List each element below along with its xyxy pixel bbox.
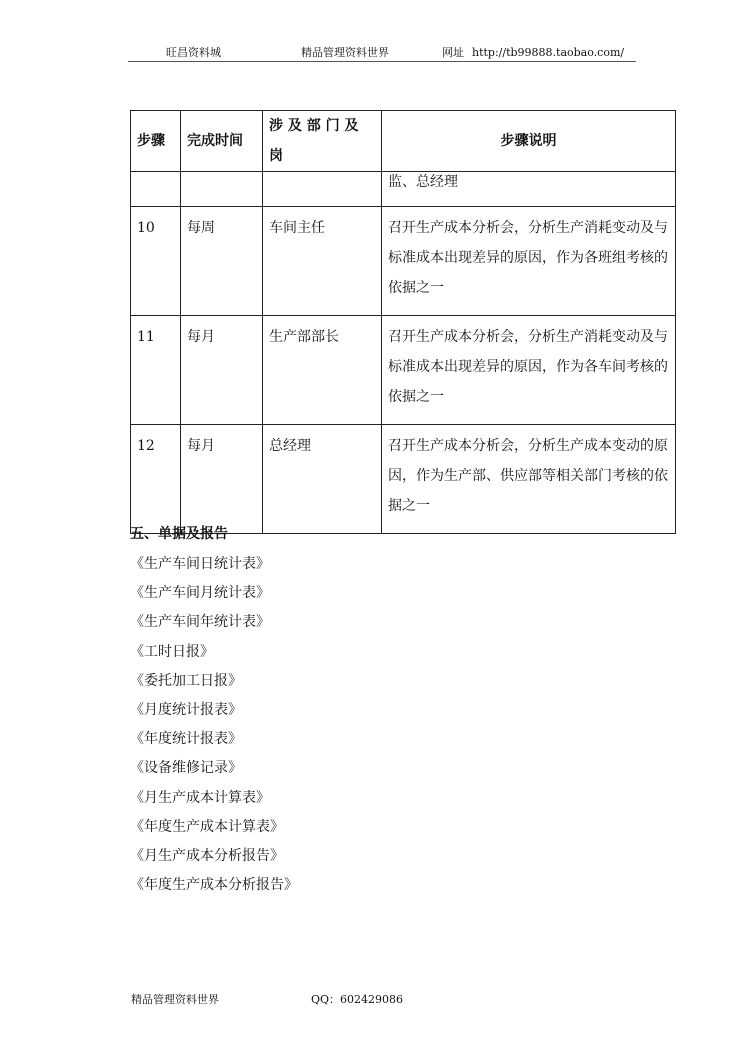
header-divider xyxy=(128,61,636,62)
col-header-desc: 步骤说明 xyxy=(382,111,676,172)
cell-dept: 生产部部长 xyxy=(263,316,382,425)
list-item: 《月生产成本计算表》 xyxy=(130,789,270,806)
cell-step: 10 xyxy=(131,207,181,316)
col-header-step: 步骤 xyxy=(131,111,181,172)
table-row xyxy=(131,316,676,425)
header-url-label: 网址 xyxy=(442,46,464,59)
table-row xyxy=(131,425,676,534)
list-item: 《生产车间年统计表》 xyxy=(130,614,270,631)
list-item: 《年度统计报表》 xyxy=(130,731,242,748)
list-item: 《月度统计报表》 xyxy=(130,701,242,718)
table-row-continuation xyxy=(131,172,676,207)
cell-time: 每周 xyxy=(181,207,263,316)
footer-site-name: 精品管理资料世界 xyxy=(131,993,219,1006)
cell-time: 每月 xyxy=(181,425,263,534)
table-row xyxy=(131,207,676,316)
cell-step: 11 xyxy=(131,316,181,425)
header-url-link[interactable]: http://tb99888.taobao.com/ xyxy=(472,46,625,59)
col-header-time: 完成时间 xyxy=(181,111,263,172)
cell-desc: 监、总经理 xyxy=(382,172,676,207)
cell-dept: 车间主任 xyxy=(263,207,382,316)
list-item: 《工时日报》 xyxy=(130,643,214,660)
cell-step: 12 xyxy=(131,425,181,534)
cell-time: 每月 xyxy=(181,316,263,425)
footer-qq: QQ：602429086 xyxy=(311,993,404,1006)
col-header-dept: 涉 及 部 门 及 岗 xyxy=(263,111,382,172)
list-item: 《生产车间月统计表》 xyxy=(130,585,270,602)
cell-dept: 总经理 xyxy=(263,425,382,534)
list-item: 《生产车间日统计表》 xyxy=(130,556,270,572)
header-site-name: 精品管理资料世界 xyxy=(301,46,389,59)
steps-table xyxy=(130,110,676,534)
list-item: 《设备维修记录》 xyxy=(130,760,242,777)
document-list xyxy=(130,551,298,901)
cell-time xyxy=(181,172,263,207)
list-item: 《委托加工日报》 xyxy=(130,672,242,689)
header-shop-name: 旺昌资料城 xyxy=(166,46,221,59)
cell-dept xyxy=(263,172,382,207)
table-header-row xyxy=(131,111,676,172)
cell-desc: 召开生产成本分析会，分析生产消耗变动及与标准成本出现差异的原因，作为各车间考核的依据之一 xyxy=(382,316,676,425)
cell-step xyxy=(131,172,181,207)
list-item: 《年度生产成本计算表》 xyxy=(130,818,284,835)
cell-desc: 召开生产成本分析会，分析生产成本变动的原因，作为生产部、供应部等相关部门考核的依据之一 xyxy=(382,425,676,534)
section-title: 五、单据及报告 xyxy=(130,526,228,542)
list-item: 《年度生产成本分析报告》 xyxy=(130,877,298,894)
cell-desc: 召开生产成本分析会，分析生产消耗变动及与标准成本出现差异的原因，作为各班组考核的依据之一 xyxy=(382,207,676,316)
list-item: 《月生产成本分析报告》 xyxy=(130,847,284,864)
